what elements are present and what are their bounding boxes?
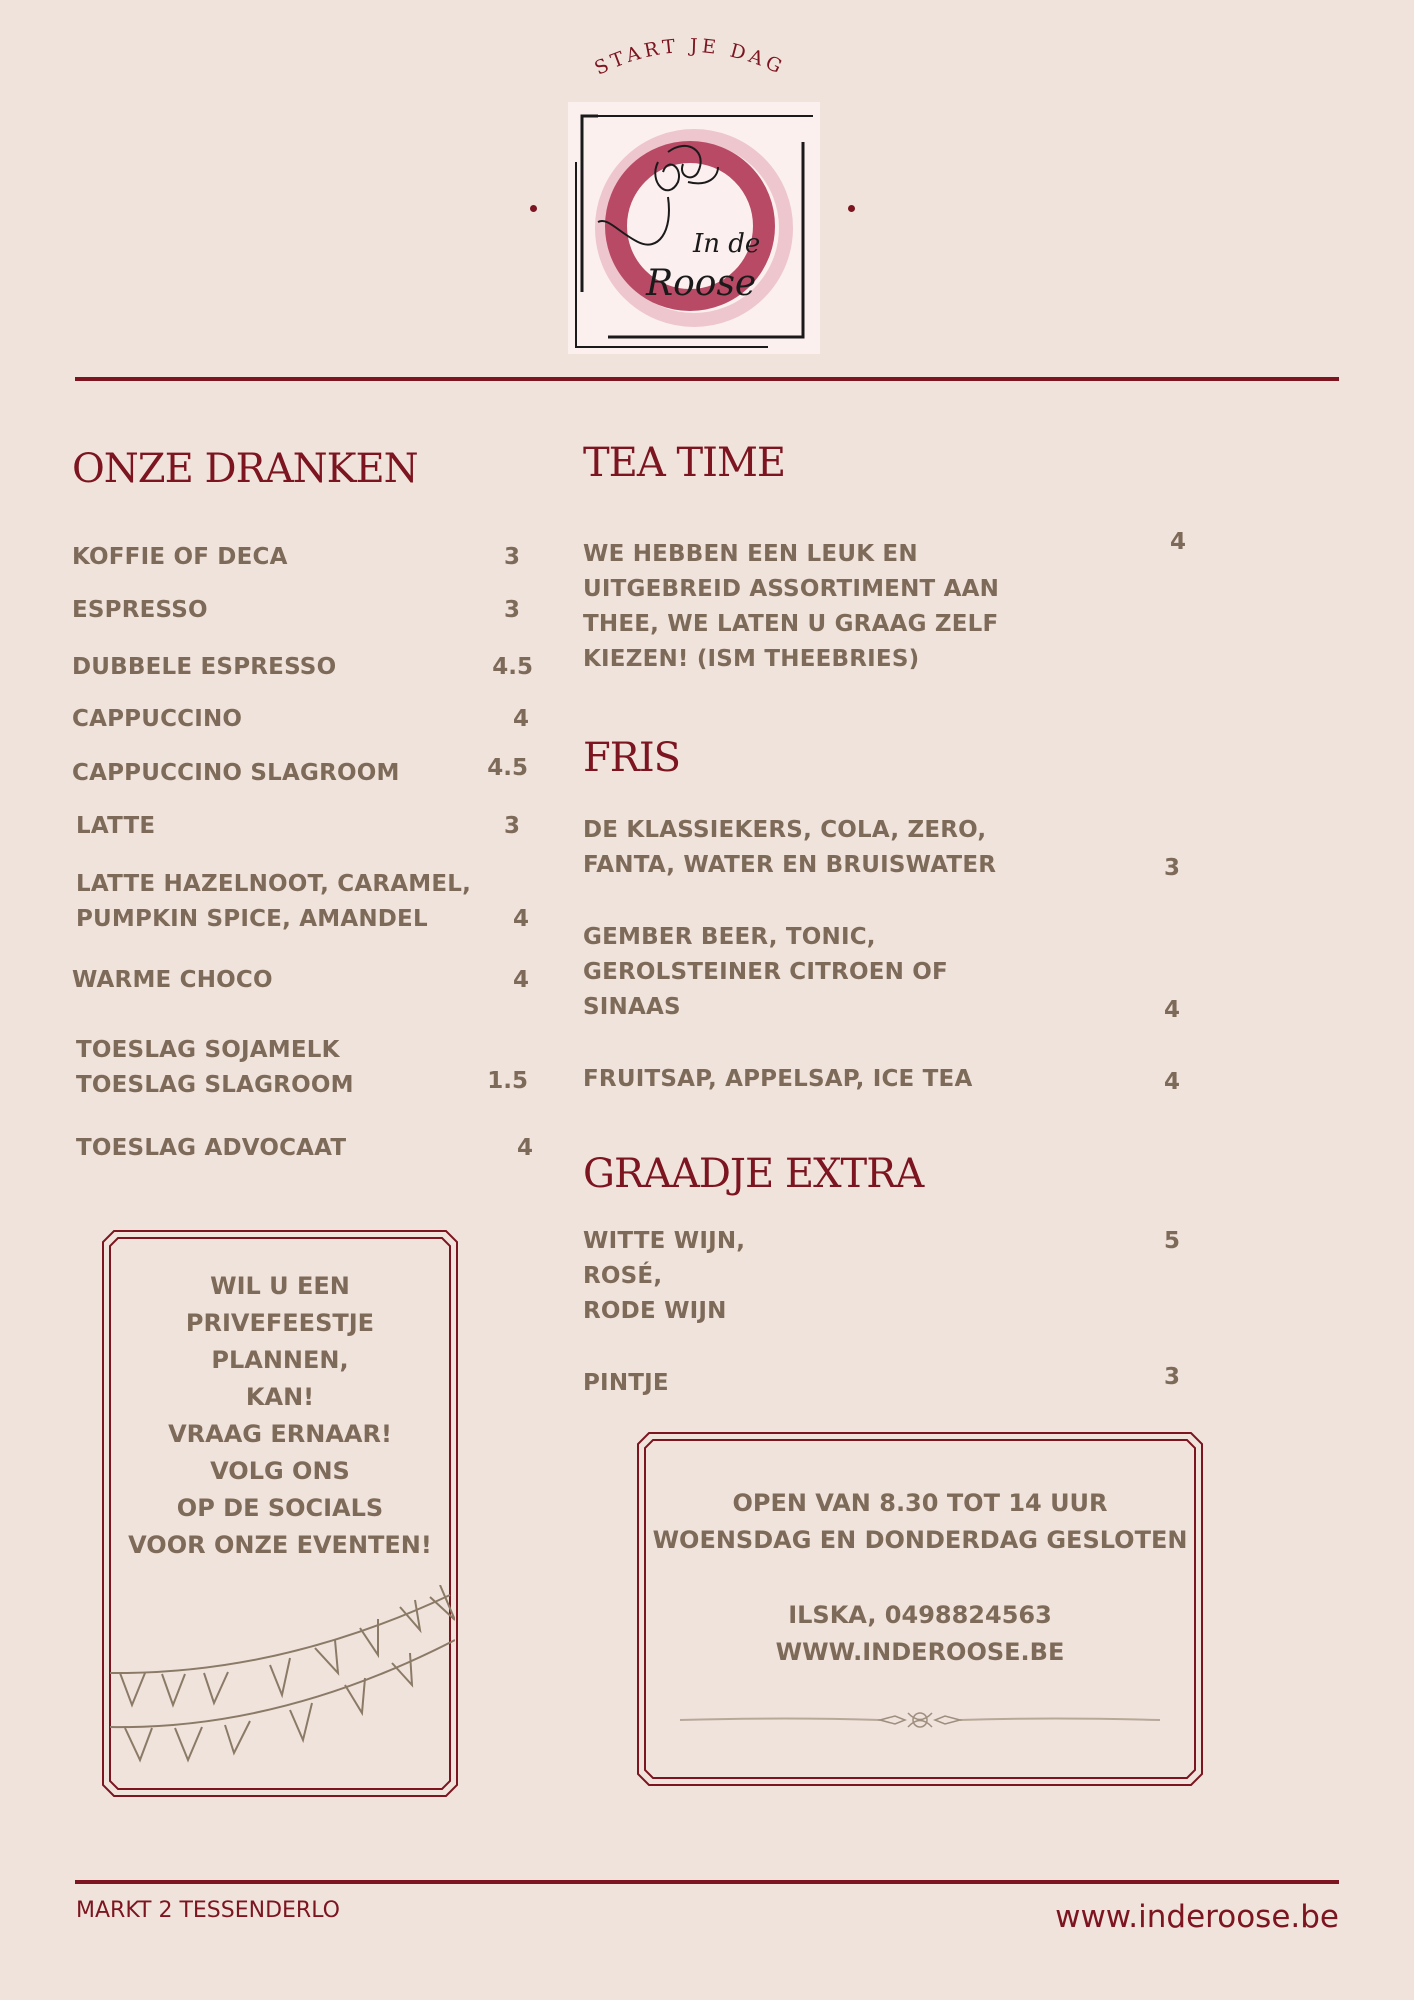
drink-item-price: 4 bbox=[512, 906, 529, 932]
logo-dot-left bbox=[530, 205, 537, 212]
drink-item-price: 4.5 bbox=[487, 755, 528, 781]
drink-item-name: KOFFIE OF DECA bbox=[72, 544, 288, 570]
fris-item-name: FRUITSAP, APPELSAP, ICE TEA bbox=[583, 1066, 973, 1092]
drink-item-price: 4 bbox=[512, 706, 529, 732]
drink-item-price: 3 bbox=[503, 597, 520, 623]
tea-price: 4 bbox=[1169, 529, 1186, 555]
logo-text-top: In de bbox=[693, 229, 761, 259]
extra-item-price: 5 bbox=[1163, 1228, 1180, 1254]
party-box-text: WIL U EEN PRIVEFEESTJE PLANNEN, KAN! VRAAG ERNAAR! VOLG ONS OP DE SOCIALS VOOR ONZE EVENTEN! bbox=[128, 1272, 432, 1559]
drink-item-name: LATTE bbox=[76, 813, 156, 839]
fris-item-price: 4 bbox=[1163, 1069, 1180, 1095]
extra-title: GRAADJE EXTRA bbox=[583, 1151, 924, 1197]
drink-item-name: LATTE HAZELNOOT, CARAMEL, PUMPKIN SPICE, AMANDEL bbox=[76, 871, 472, 932]
tea-description: WE HEBBEN EEN LEUK EN UITGEBREID ASSORTIMENT AAN THEE, WE LATEN U GRAAG ZELF KIEZEN! (ISM THEEBRIES) bbox=[583, 541, 1000, 672]
bunting-icon bbox=[110, 1585, 455, 1770]
logo-dot-right bbox=[848, 205, 855, 212]
fris-item-name: DE KLASSIEKERS, COLA, ZERO, FANTA, WATER EN BRUISWATER bbox=[583, 817, 997, 878]
tagline-text: START JE DAG bbox=[591, 34, 789, 80]
header-divider bbox=[75, 377, 1339, 381]
drink-item-name: WARME CHOCO bbox=[72, 967, 273, 993]
drink-item-name: ESPRESSO bbox=[72, 597, 208, 623]
tea-title: TEA TIME bbox=[583, 440, 786, 486]
drink-item-name: TOESLAG ADVOCAAT bbox=[76, 1135, 347, 1161]
drinks-title: ONZE DRANKEN bbox=[72, 446, 418, 492]
fris-item-name: GEMBER BEER, TONIC, GEROLSTEINER CITROEN OF SINAAS bbox=[583, 924, 948, 1020]
fris-item-price: 4 bbox=[1163, 997, 1180, 1023]
drink-item-name: TOESLAG SOJAMELK TOESLAG SLAGROOM bbox=[76, 1037, 354, 1098]
fris-item-price: 3 bbox=[1163, 855, 1180, 881]
footer-website[interactable]: www.inderoose.be bbox=[1055, 1899, 1339, 1935]
drink-item-price: 4 bbox=[516, 1135, 533, 1161]
drink-item-price: 4.5 bbox=[492, 654, 533, 680]
extra-item-name: WITTE WIJN, ROSÉ, RODE WIJN bbox=[583, 1228, 746, 1324]
drink-item-price: 1.5 bbox=[487, 1068, 528, 1094]
drink-item-price: 4 bbox=[512, 967, 529, 993]
svg-text:START JE DAG bbox=[591, 35, 788, 80]
ornament-divider-icon bbox=[680, 1708, 1160, 1732]
drink-item-name: CAPPUCCINO SLAGROOM bbox=[72, 760, 400, 786]
extra-item-name: PINTJE bbox=[583, 1370, 669, 1396]
logo bbox=[568, 102, 820, 354]
fris-title: FRIS bbox=[583, 735, 681, 781]
drink-item-price: 3 bbox=[503, 813, 520, 839]
footer-divider bbox=[75, 1880, 1339, 1884]
drink-item-name: CAPPUCCINO bbox=[72, 706, 243, 732]
opening-hours: OPEN VAN 8.30 TOT 14 UUR WOENSDAG EN DONDERDAG GESLOTEN bbox=[652, 1489, 1188, 1554]
contact-info: ILSKA, 0498824563 WWW.INDEROOSE.BE bbox=[775, 1601, 1065, 1666]
drink-item-price: 3 bbox=[503, 544, 520, 570]
footer-address: MARKT 2 TESSENDERLO bbox=[76, 1898, 340, 1923]
logo-text-bottom: Roose bbox=[646, 263, 757, 304]
tagline-arc bbox=[575, 22, 805, 92]
drink-item-name: DUBBELE ESPRESSO bbox=[72, 654, 337, 680]
extra-item-price: 3 bbox=[1163, 1364, 1180, 1390]
